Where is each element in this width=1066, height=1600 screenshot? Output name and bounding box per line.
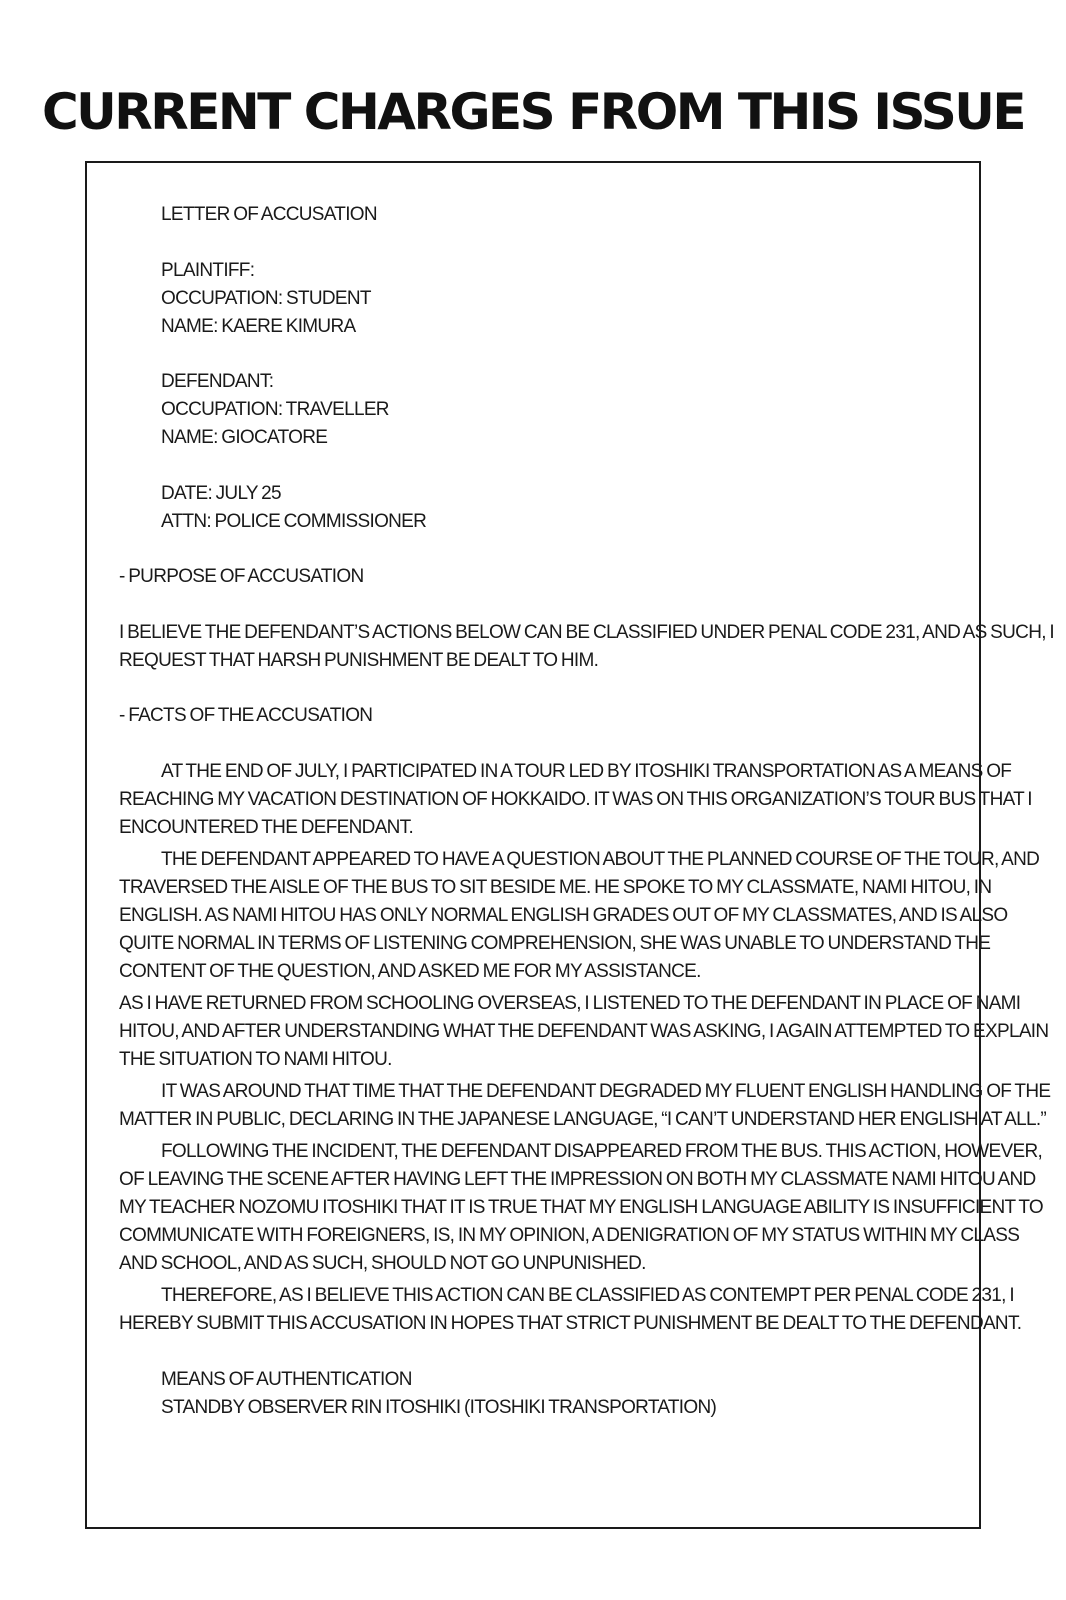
authentication-observer: STANDBY OBSERVER RIN ITOSHIKI (ITOSHIKI TRANSPORTATION) [161,1397,717,1418]
defendant-label: DEFENDANT: [161,371,274,392]
facts-paragraph-line: AT THE END OF JULY, I PARTICIPATED IN A TOUR LED BY ITOSHIKI TRANSPORTATION AS A MEANS OF [161,761,1012,782]
facts-paragraph-line: AS I HAVE RETURNED FROM SCHOOLING OVERSEAS, I LISTENED TO THE DEFENDANT IN PLACE OF NAMI [119,993,1021,1014]
plaintiff-occupation: OCCUPATION: STUDENT [161,288,371,309]
facts-paragraph-line: ENGLISH. AS NAMI HITOU HAS ONLY NORMAL ENGLISH GRADES OUT OF MY CLASSMATES, AND IS ALSO [119,905,1008,926]
letter-heading: LETTER OF ACCUSATION [161,204,377,225]
purpose-heading: - PURPOSE OF ACCUSATION [119,566,364,587]
facts-paragraph-line: COMMUNICATE WITH FOREIGNERS, IS, IN MY OPINION, A DENIGRATION OF MY STATUS WITHIN MY CLASS [119,1225,1020,1246]
plaintiff-name: NAME: KAERE KIMURA [161,316,356,337]
purpose-line: REQUEST THAT HARSH PUNISHMENT BE DEALT TO HIM. [119,650,599,671]
purpose-line: I BELIEVE THE DEFENDANT’S ACTIONS BELOW CAN BE CLASSIFIED UNDER PENAL CODE 231, AND AS SUCH, I [119,622,1054,643]
facts-paragraph-line: QUITE NORMAL IN TERMS OF LISTENING COMPREHENSION, SHE WAS UNABLE TO UNDERSTAND THE [119,933,991,954]
facts-paragraph-line: CONTENT OF THE QUESTION, AND ASKED ME FOR MY ASSISTANCE. [119,961,701,982]
facts-paragraph-line: REACHING MY VACATION DESTINATION OF HOKKAIDO. IT WAS ON THIS ORGANIZATION’S TOUR BUS THAT I [119,789,1032,810]
letter-date: DATE: JULY 25 [161,483,281,504]
facts-paragraph-line: TRAVERSED THE AISLE OF THE BUS TO SIT BESIDE ME. HE SPOKE TO MY CLASSMATE, NAMI HITOU, IN [119,877,992,898]
facts-heading: - FACTS OF THE ACCUSATION [119,705,373,726]
facts-paragraph-line: THE SITUATION TO NAMI HITOU. [119,1049,392,1070]
facts-paragraph-line: THE DEFENDANT APPEARED TO HAVE A QUESTION ABOUT THE PLANNED COURSE OF THE TOUR, AND [161,849,1040,870]
authentication-label: MEANS OF AUTHENTICATION [161,1369,412,1390]
defendant-occupation: OCCUPATION: TRAVELLER [161,399,389,420]
letter-attn: ATTN: POLICE COMMISSIONER [161,511,427,532]
page-title: CURRENT CHARGES FROM THIS ISSUE [41,83,1025,141]
facts-paragraph-line: HITOU, AND AFTER UNDERSTANDING WHAT THE DEFENDANT WAS ASKING, I AGAIN ATTEMPTED TO EXPLAIN [119,1021,1049,1042]
facts-paragraph-line: FOLLOWING THE INCIDENT, THE DEFENDANT DISAPPEARED FROM THE BUS. THIS ACTION, HOWEVER, [161,1141,1043,1162]
plaintiff-label: PLAINTIFF: [161,260,255,281]
facts-paragraph-line: ENCOUNTERED THE DEFENDANT. [119,817,414,838]
facts-paragraph-line: MATTER IN PUBLIC, DECLARING IN THE JAPANESE LANGUAGE, “I CAN’T UNDERSTAND HER ENGLISH AT ALL.” [119,1109,1047,1130]
facts-paragraph-line: OF LEAVING THE SCENE AFTER HAVING LEFT THE IMPRESSION ON BOTH MY CLASSMATE NAMI HITOU AND [119,1169,1036,1190]
facts-paragraph-line: IT WAS AROUND THAT TIME THAT THE DEFENDANT DEGRADED MY FLUENT ENGLISH HANDLING OF THE [161,1081,1051,1102]
facts-paragraph-line: THEREFORE, AS I BELIEVE THIS ACTION CAN BE CLASSIFIED AS CONTEMPT PER PENAL CODE 231, I [161,1285,1014,1306]
letter-document [85,161,1054,1529]
facts-paragraph-line: AND SCHOOL, AND AS SUCH, SHOULD NOT GO UNPUNISHED. [119,1253,646,1274]
defendant-name: NAME: GIOCATORE [161,427,328,448]
facts-paragraph-line: HEREBY SUBMIT THIS ACCUSATION IN HOPES THAT STRICT PUNISHMENT BE DEALT TO THE DEFENDANT. [119,1313,1022,1334]
facts-paragraph-line: MY TEACHER NOZOMU ITOSHIKI THAT IT IS TRUE THAT MY ENGLISH LANGUAGE ABILITY IS INSUFFICIENT TO [119,1197,1043,1218]
